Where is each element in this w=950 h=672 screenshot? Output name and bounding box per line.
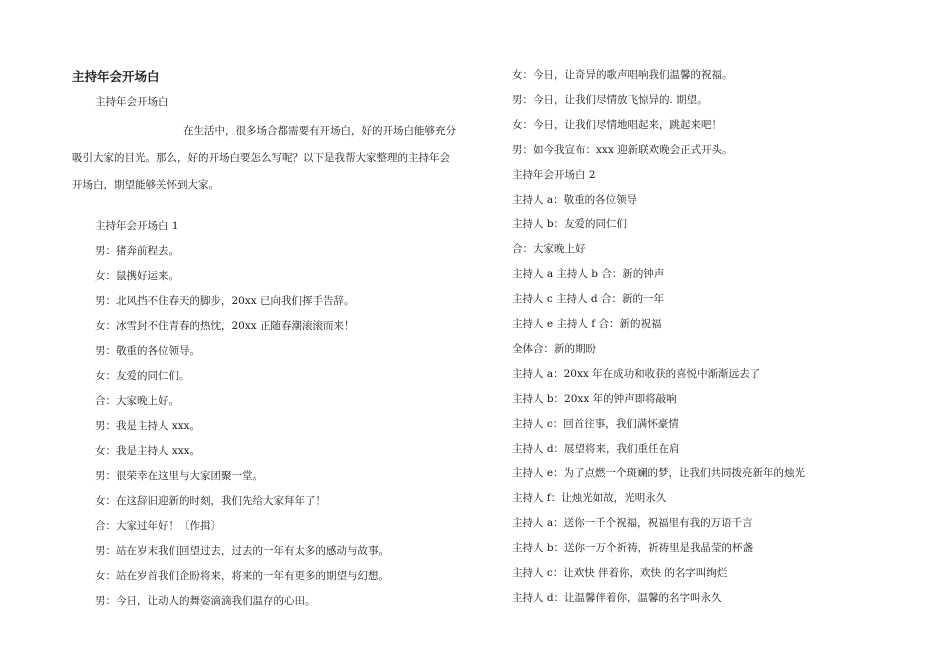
left-text-line: 女：鼠携好运来。 [95,270,179,282]
right-text-line: 主持人 a：送你一千个祝福，祝福里有我的万语千言 [512,517,753,530]
intro-paragraph [72,118,460,199]
document-subtitle: 主持年会开场白 [95,96,169,108]
document-title: 主持年会开场白 [72,69,160,84]
right-text-line: 合：大家晚上好 [512,243,586,256]
right-text-line: 男：今日，让我们尽情放飞惊异的. 期望。 [512,93,708,106]
right-text-line: 全体合：新的期盼 [512,342,596,355]
right-text-line: 主持人 f：让烛光如故，光明永久 [512,492,667,505]
left-text-line: 女：站在岁首我们企盼将来，将来的一年有更多的期望与幻想。 [95,570,389,582]
right-text-line: 主持人 c：让欢快 伴着你，欢快 的名字叫绚烂 [512,567,728,579]
left-text-line: 男：我是主持人 xxx。 [95,420,201,432]
left-text-line: 男：今日，让动人的舞姿滴滴我们温存的心田。 [95,595,316,607]
left-text-line: 男：敬重的各位领导。 [95,345,200,357]
left-text-line: 女：冰雪封不住青春的热忱，20xx 正随春潮滚滚而来！ [95,320,355,332]
left-text-line: 男：北风挡不住春天的脚步，20xx 已向我们挥手告辞。 [95,295,355,307]
left-text-line: 男：猪奔前程去。 [95,245,179,257]
right-text-line: 主持人 a：敬重的各位领导 [512,193,638,206]
right-text-line: 主持人 a 主持人 b 合：新的钟声 [512,268,665,281]
left-text-line: 合：大家晚上好。 [95,395,179,407]
right-text-line: 主持人 e：为了点燃一个斑斓的梦，让我们共同拨亮新年的烛光 [512,467,806,480]
right-text-line: 主持人 c：回首往事，我们满怀豪情 [512,417,679,430]
right-text-line: 主持人 a：20xx 年在成功和收获的喜悦中渐渐远去了 [512,367,761,380]
right-text-line: 主持人 d：让温馨伴着你，温馨的名字叫永久 [512,591,722,604]
right-text-line: 主持人 d：展望将来，我们重任在肩 [512,442,680,455]
right-text-line: 主持年会开场白 2 [512,168,596,181]
left-text-line: 合：大家过年好！〔作揖〕 [95,520,221,532]
right-text-line: 男：如今我宣布：xxx 迎新联欢晚会正式开头。 [512,143,733,156]
left-text-line: 主持年会开场白 1 [95,220,179,232]
left-text-line: 女：在这辞旧迎新的时刻，我们先给大家拜年了！ [95,495,326,507]
right-text-line: 主持人 b：送你一万个祈祷，祈祷里是我晶莹的杯盏 [512,542,754,555]
right-text-line: 主持人 b：友爱的同仁们 [512,218,628,231]
left-text-line: 男：很荣幸在这里与大家团聚一堂。 [95,470,263,482]
left-text-line: 女：我是主持人 xxx。 [95,445,201,457]
right-text-line: 主持人 c 主持人 d 合：新的一年 [512,293,664,306]
left-text-line: 女：友爱的同仁们。 [95,370,190,382]
right-text-line: 主持人 e 主持人 f 合：新的祝福 [512,318,662,330]
right-text-line: 女：今日，让我们尽情地唱起来，跳起来吧！ [512,118,722,131]
right-text-line: 主持人 b：20xx 年的钟声即将敲响 [512,392,677,405]
right-text-line: 女：今日，让奇异的歌声唱响我们温馨的祝福。 [512,69,733,81]
intro-text: 在生活中，很多场合都需要有开场白，好的开场白能够充分吸引大家的目光。那么，好的开场白要怎么写呢？以下是我帮大家整理的主持年会开场白，期望能够关怀到大家。 [72,125,456,191]
left-text-line: 男：站在岁末我们回望过去，过去的一年有太多的感动与故事。 [95,545,389,557]
